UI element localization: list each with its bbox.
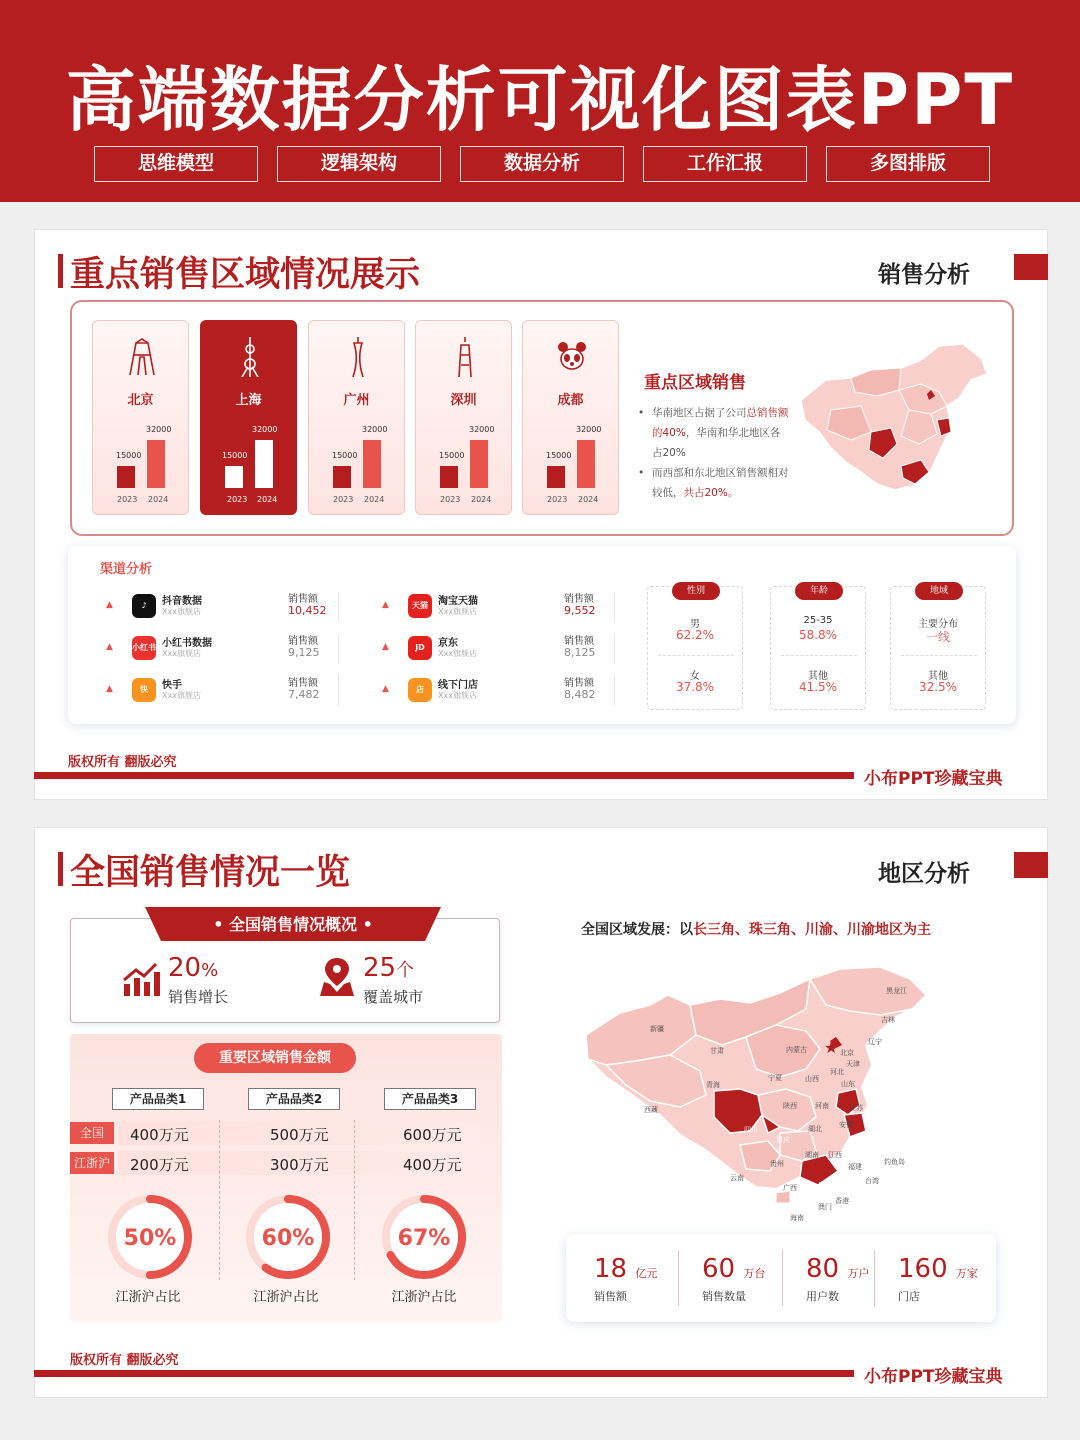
stat-value [702, 1254, 765, 1284]
growth-number: 20 [168, 953, 202, 983]
province-label: 澳门 [818, 1203, 832, 1211]
province-label: 西藏 [644, 1106, 658, 1114]
channel-row[interactable] [106, 674, 346, 708]
bar-2024 [255, 440, 273, 488]
slide2-title: 全国销售情况一览 [70, 853, 351, 893]
bullet-highlight: 总销售额的40% [652, 407, 789, 439]
ring-chart-2 [246, 1195, 330, 1279]
category-header-3: 产品品类3 [384, 1088, 476, 1110]
city-card-shanghai[interactable] [200, 320, 297, 515]
ring-label-2: 江浙沪占比 [253, 1290, 319, 1305]
province-label: 吉林 [881, 1016, 895, 1024]
beijing-tower-icon [126, 337, 158, 377]
province-label: 河北 [830, 1068, 844, 1076]
province-label: 湖北 [808, 1125, 822, 1133]
bullet-text: 而西部和东北地区销售额相对较低， [652, 467, 789, 499]
province-label: 广西 [783, 1184, 797, 1192]
demo-b-value: 37.8% [675, 680, 715, 694]
sales-value: 10,452 [288, 604, 327, 617]
title-accent-bar [58, 852, 63, 886]
divider [901, 655, 977, 656]
title-accent-bar [58, 254, 63, 288]
cities-unit: 个 [396, 960, 415, 981]
bullet-highlight: 共占20%。 [683, 487, 739, 499]
bar-2024 [147, 440, 165, 488]
map-caption [581, 919, 931, 939]
stat-value [806, 1254, 869, 1284]
year-2024: 2024 [148, 495, 169, 504]
demo-b-value: 32.5% [918, 680, 958, 694]
province-label: 福建 [848, 1163, 862, 1171]
demo-a-label: 男 [690, 619, 700, 630]
cell-jzh-2: 300万元 [270, 1156, 329, 1174]
province-label: 江苏 [849, 1104, 863, 1112]
demo-region [890, 586, 986, 710]
province-label: 钓鱼岛 [884, 1158, 905, 1166]
stat-growth-value [168, 953, 218, 983]
year-2023: 2023 [227, 495, 248, 504]
overview-title-text: 全国销售情况概况 [228, 915, 357, 934]
cell-national-2: 500万元 [270, 1126, 329, 1144]
channel-store: Xxx旗舰店 [162, 607, 201, 616]
channel-store: Xxx旗舰店 [438, 607, 477, 616]
tmall-icon: 天猫 [408, 594, 432, 618]
slide2-brand: 小布PPT珍藏宝典 [864, 1367, 1003, 1387]
china-map-large [580, 965, 940, 1225]
bar-2024 [470, 440, 488, 488]
city-card-guangzhou[interactable] [308, 320, 405, 515]
channel-title: 渠道分析 [100, 562, 153, 577]
tag-data-analysis[interactable]: 数据分析 [460, 146, 624, 182]
year-2023: 2023 [440, 495, 461, 504]
channel-name: 小红书数据 [162, 638, 212, 649]
xiaohongshu-icon: 小红书 [132, 636, 156, 660]
tag-work-report[interactable]: 工作汇报 [643, 146, 807, 182]
slide1-subtitle: 销售分析 [878, 262, 970, 288]
canton-tower-icon [342, 337, 374, 377]
stat-unit: 亿元 [635, 1267, 658, 1280]
province-label: 辽宁 [868, 1038, 882, 1046]
province-label: 青海 [706, 1081, 720, 1089]
city-name: 北京 [127, 393, 154, 408]
province-label: 浙江 [858, 1136, 872, 1144]
province-label: 山东 [841, 1080, 855, 1088]
douyin-icon: ♪ [132, 594, 156, 618]
city-card-shenzhen[interactable] [415, 320, 512, 515]
divider [338, 676, 339, 706]
bar-2023 [440, 466, 458, 489]
main-title: 高端数据分析可视化图表PPT [65, 59, 1015, 141]
growth-unit: % [201, 960, 219, 981]
year-2024: 2024 [471, 495, 492, 504]
channel-row[interactable] [106, 590, 346, 624]
stat-unit: 万家 [955, 1267, 978, 1280]
stat-divider [678, 1250, 679, 1306]
channel-row[interactable] [382, 674, 622, 708]
growth-chart-icon [122, 962, 160, 996]
stat-value [898, 1254, 978, 1284]
demo-a-value: 一线 [925, 630, 950, 644]
row-label-national: 全国 [70, 1122, 114, 1144]
demo-gender [647, 586, 743, 710]
year-2023: 2023 [333, 495, 354, 504]
stat-growth-label: 销售增长 [168, 988, 229, 1006]
city-name: 深圳 [450, 393, 477, 408]
stat-divider [874, 1250, 875, 1306]
value-2023: 15000 [222, 450, 248, 460]
jd-icon: JD [408, 636, 432, 660]
slide1-copyright: 版权所有 翻版必究 [68, 755, 177, 770]
stat-cities-label: 覆盖城市 [363, 988, 424, 1006]
city-card-beijing[interactable] [92, 320, 189, 515]
province-label: 宁夏 [768, 1074, 782, 1082]
province-label: 黑龙江 [886, 987, 907, 995]
stat-number: 60 [702, 1254, 736, 1284]
divider [781, 655, 857, 656]
channel-row[interactable] [106, 632, 346, 666]
value-2023: 15000 [439, 450, 465, 460]
city-name: 上海 [235, 393, 262, 408]
sales-label: 销售额 [288, 678, 318, 689]
value-2024: 32000 [469, 425, 495, 434]
bullet-text: 华南地区占据了公司 [652, 407, 747, 419]
stat-number: 18 [594, 1254, 628, 1284]
store-icon: 店 [408, 678, 432, 702]
province-label: 云南 [730, 1174, 744, 1182]
ring-chart-1 [108, 1195, 192, 1279]
channel-name: 淘宝天猫 [438, 596, 478, 607]
stat-value [594, 1254, 657, 1284]
category-header-1: 产品品类1 [112, 1088, 204, 1110]
trend-up-icon: ▲ [382, 684, 389, 694]
overview-title: • 全国销售情况概况 • [213, 915, 373, 934]
channel-row[interactable] [382, 590, 622, 624]
sales-value: 8,482 [564, 688, 596, 701]
sales-label: 销售额 [288, 636, 318, 647]
skyscraper-icon [449, 337, 481, 377]
channel-row[interactable] [382, 632, 622, 666]
stat-number: 80 [806, 1254, 840, 1284]
china-map-small [790, 340, 992, 505]
demo-age [770, 586, 866, 710]
sales-label: 销售额 [564, 636, 594, 647]
demo-a-label: 主要分布 [918, 619, 958, 630]
stat-number: 160 [898, 1254, 948, 1284]
value-2023: 15000 [116, 450, 142, 460]
stat-unit: 万台 [743, 1267, 766, 1280]
row-label-jzh: 江浙沪 [70, 1152, 114, 1174]
corner-red-block [1014, 852, 1048, 878]
value-2023: 15000 [332, 450, 358, 460]
demo-a-value: 62.2% [675, 628, 715, 642]
value-2023: 15000 [546, 450, 572, 460]
key-region-title: 重点区域销售 [644, 373, 746, 393]
province-label: 贵州 [770, 1160, 784, 1168]
slide1-footer-bar [34, 772, 854, 779]
cell-national-3: 600万元 [403, 1126, 462, 1144]
divider [614, 634, 615, 664]
province-label: 北京 [840, 1049, 854, 1057]
divider [338, 592, 339, 622]
province-label: 四川 [744, 1126, 758, 1134]
trend-up-icon: ▲ [106, 684, 113, 694]
stat-unit: 万户 [847, 1267, 870, 1280]
channel-name: 线下门店 [438, 680, 478, 691]
sales-value: 8,125 [564, 646, 596, 659]
panda-icon [556, 337, 588, 377]
sales-label: 销售额 [564, 594, 594, 605]
ring-percent-text: 60% [261, 1226, 315, 1251]
value-2024: 32000 [252, 425, 278, 434]
ring-percent-text: 50% [123, 1226, 177, 1251]
trend-up-icon: ▲ [382, 600, 389, 610]
province-label: 广东 [818, 1181, 832, 1189]
amounts-title: 重要区域销售金额 [194, 1043, 356, 1073]
channel-store: Xxx旗舰店 [438, 649, 477, 658]
demo-b-label: 其他 [808, 671, 828, 682]
stat-label: 销售数量 [702, 1290, 746, 1303]
category-header-2: 产品品类2 [248, 1088, 340, 1110]
province-label: 香港 [835, 1197, 849, 1205]
province-label: 海南 [790, 1214, 804, 1222]
caption-highlight: 长三角、珠三角、川渝、川渝地区为主 [693, 922, 931, 938]
divider [614, 676, 615, 706]
demo-pill: 地域 [915, 582, 963, 600]
year-2023: 2023 [547, 495, 568, 504]
channel-store: Xxx旗舰店 [438, 691, 477, 700]
year-2024: 2024 [257, 495, 278, 504]
year-2023: 2023 [117, 495, 138, 504]
sales-value: 9,125 [288, 646, 320, 659]
stat-divider [782, 1250, 783, 1306]
sales-value: 9,552 [564, 604, 596, 617]
slide2-subtitle: 地区分析 [878, 861, 970, 887]
province-label: 天津 [846, 1060, 860, 1068]
divider [614, 592, 615, 622]
key-region-bullet-1: • 华南地区占据了公司总销售额的40%，华南和华北地区各占20% [638, 407, 789, 459]
city-name: 广州 [343, 393, 370, 408]
demo-b-label: 女 [690, 671, 700, 682]
demo-b-label: 其他 [928, 671, 948, 682]
slide2-copyright: 版权所有 翻版必究 [70, 1353, 179, 1368]
ring-chart-3 [382, 1195, 466, 1279]
province-label: 内蒙古 [786, 1046, 807, 1054]
trend-up-icon: ▲ [106, 642, 113, 652]
slide2-footer-bar [34, 1370, 854, 1377]
key-region-bullet-2: • 而西部和东北地区销售额相对较低，共占20%。 [638, 467, 789, 499]
province-label: 重庆 [776, 1136, 790, 1144]
province-label: 湖南 [805, 1151, 819, 1159]
divider [658, 655, 734, 656]
province-label: 江西 [828, 1151, 842, 1159]
channel-name: 抖音数据 [162, 596, 202, 607]
demo-pill: 年龄 [795, 582, 843, 600]
ring-label-3: 江浙沪占比 [391, 1290, 457, 1305]
channel-store: Xxx旗舰店 [162, 649, 201, 658]
demo-b-value: 41.5% [798, 680, 838, 694]
stat-label: 用户数 [806, 1290, 839, 1303]
city-name: 成都 [557, 393, 584, 408]
cell-jzh-1: 200万元 [130, 1156, 189, 1174]
sales-label: 销售额 [564, 678, 594, 689]
bar-2023 [117, 466, 135, 489]
province-label: 上海 [878, 1118, 892, 1126]
oriental-pearl-tower-icon [234, 337, 266, 377]
stat-cities-value [363, 953, 414, 983]
province-label: 陕西 [783, 1102, 797, 1110]
stat-label: 门店 [898, 1290, 920, 1303]
province-label: 甘肃 [710, 1047, 724, 1055]
bar-2024 [577, 440, 595, 488]
svg-text:★: ★ [824, 1038, 839, 1057]
bullet-text: ，华南和华北地区各占20% [652, 427, 781, 459]
demo-a-label: 25-35 [803, 615, 833, 626]
value-2024: 32000 [362, 425, 388, 434]
tag-multi-chart-layout[interactable]: 多图排版 [826, 146, 990, 182]
bar-2023 [333, 466, 351, 489]
caption-text: 全国区域发展：以 [581, 922, 693, 938]
city-card-chengdu[interactable] [522, 320, 619, 515]
year-2024: 2024 [578, 495, 599, 504]
trend-up-icon: ▲ [382, 642, 389, 652]
demo-a-value: 58.8% [798, 628, 838, 642]
corner-red-block [1014, 254, 1048, 280]
tag-logic-structure[interactable]: 逻辑架构 [277, 146, 441, 182]
sales-label: 销售额 [288, 594, 318, 605]
bar-2023 [225, 466, 243, 489]
province-label: 新疆 [650, 1025, 664, 1033]
cities-number: 25 [363, 953, 397, 983]
header-banner [0, 0, 1080, 202]
location-pin-icon [320, 958, 354, 996]
province-label: 台湾 [865, 1177, 879, 1185]
tag-thinking-model[interactable]: 思维模型 [94, 146, 258, 182]
bar-2023 [547, 466, 565, 489]
ring-charts [70, 1185, 502, 1285]
slide1-title: 重点销售区域情况展示 [70, 255, 421, 295]
trend-up-icon: ▲ [106, 600, 113, 610]
ring-label-1: 江浙沪占比 [115, 1290, 181, 1305]
channel-name: 快手 [162, 680, 182, 691]
province-label: 河南 [815, 1102, 829, 1110]
ring-percent-text: 67% [397, 1226, 451, 1251]
channel-name: 京东 [438, 638, 458, 649]
kuaishou-icon: 快 [132, 678, 156, 702]
cell-jzh-3: 400万元 [403, 1156, 462, 1174]
stat-label: 销售额 [594, 1290, 627, 1303]
channel-store: Xxx旗舰店 [162, 691, 201, 700]
divider [338, 634, 339, 664]
province-label: 安徽 [839, 1121, 853, 1129]
cell-national-1: 400万元 [130, 1126, 189, 1144]
value-2024: 32000 [146, 425, 172, 434]
sales-value: 7,482 [288, 688, 320, 701]
year-2024: 2024 [364, 495, 385, 504]
province-label: 山西 [805, 1075, 819, 1083]
slide1-brand: 小布PPT珍藏宝典 [864, 769, 1003, 789]
value-2024: 32000 [576, 425, 602, 434]
bar-2024 [363, 440, 381, 488]
demo-pill: 性别 [672, 582, 720, 600]
